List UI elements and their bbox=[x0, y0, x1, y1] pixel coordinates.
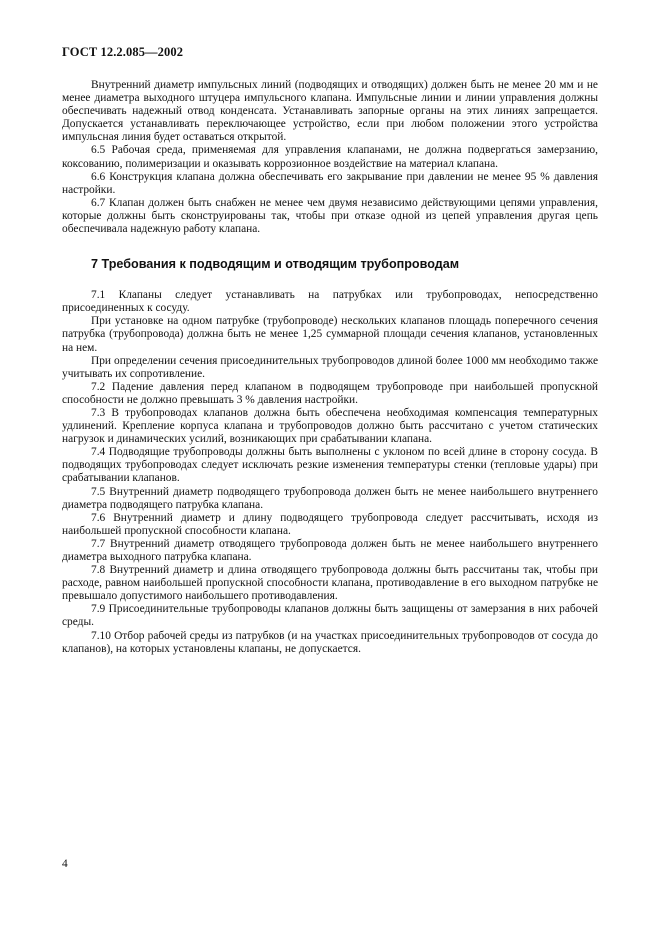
paragraph-7-6: 7.6 Внутренний диаметр и длину подводящего трубопровода следует рассчитывать, исходя из наибольшей пропускной способности клапана. bbox=[62, 511, 598, 537]
paragraph-impulse-lines: Внутренний диаметр импульсных линий (подводящих и отводящих) должен быть не менее 20 мм и не менее диаметра выходного штуцера импульсного клапана. Импульсные линии и линии управления должны обеспечивать надежный отвод конденсата. Устанавливать запорные органы на этих линиях запрещается. Допускается устанавливать переключающее устройство, если при любом положении этого устройства импульсная линия будет оставаться открытой. bbox=[62, 79, 598, 144]
paragraph-7-1: 7.1 Клапаны следует устанавливать на патрубках или трубопроводах, непосредственно присоединенных к сосуду. bbox=[62, 289, 598, 315]
page-number: 4 bbox=[62, 858, 68, 870]
paragraph-7-5: 7.5 Внутренний диаметр подводящего трубопровода должен быть не менее наибольшего внутреннего диаметра подводящего патрубка клапана. bbox=[62, 485, 598, 511]
paragraph-7-1-multi-valve: При установке на одном патрубке (трубопроводе) нескольких клапанов площадь поперечного сечения патрубка (трубопровода) должна быть не менее 1,25 суммарной площади сечения клапанов, установленных на нем. bbox=[62, 315, 598, 354]
document-header: ГОСТ 12.2.085—2002 bbox=[62, 45, 184, 59]
paragraph-7-2: 7.2 Падение давления перед клапаном в подводящем трубопроводе при наибольшей пропускной способности не должно превышать 3 % давления настройки. bbox=[62, 380, 598, 406]
paragraph-7-8: 7.8 Внутренний диаметр и длина отводящего трубопровода должны быть рассчитаны так, чтобы при расходе, равном наибольшей пропускной способности клапана, противодавление в его выходном патрубке не превышало допустимого наибольшего противодавления. bbox=[62, 564, 598, 603]
paragraph-7-10: 7.10 Отбор рабочей среды из патрубков (и на участках присоединительных трубопроводов от сосуда до клапанов), на которых установлены клапаны, не допускается. bbox=[62, 629, 598, 655]
paragraph-7-7: 7.7 Внутренний диаметр отводящего трубопровода должен быть не менее наибольшего внутреннего диаметра выходного патрубка клапана. bbox=[62, 537, 598, 563]
paragraph-6-5: 6.5 Рабочая среда, применяемая для управления клапанами, не должна подвергаться замерзанию, коксованию, полимеризации и оказывать коррозионное воздействие на материал клапана. bbox=[62, 144, 598, 170]
paragraph-7-9: 7.9 Присоединительные трубопроводы клапанов должны быть защищены от замерзания в них рабочей среды. bbox=[62, 603, 598, 629]
paragraph-7-4: 7.4 Подводящие трубопроводы должны быть выполнены с уклоном по всей длине в сторону сосуда. В подводящих трубопроводах следует исключать резкие изменения температуры стенки (тепловые удары) при срабатывании клапанов. bbox=[62, 446, 598, 485]
paragraph-7-3: 7.3 В трубопроводах клапанов должна быть обеспечена необходимая компенсация температурных удлинений. Крепление корпуса клапана и трубопроводов должно быть рассчитано с учетом статических нагрузок и динамических усилий, возникающих при срабатывании клапана. bbox=[62, 406, 598, 446]
paragraph-7-1-resistance: При определении сечения присоединительных трубопроводов длиной более 1000 мм необходимо также учитывать их сопротивление. bbox=[62, 354, 598, 380]
page-content bbox=[62, 79, 598, 656]
section-7-heading: 7 Требования к подводящим и отводящим трубопроводам bbox=[91, 257, 460, 272]
paragraph-6-7: 6.7 Клапан должен быть снабжен не менее чем двумя независимо действующими цепями управления, которые должны быть сконструированы так, чтобы при отказе одной из цепей управления другая цепь обеспечивала надежную работу клапана. bbox=[62, 196, 598, 236]
paragraph-6-6: 6.6 Конструкция клапана должна обеспечивать его закрывание при давлении не менее 95 % давления настройки. bbox=[62, 170, 598, 196]
